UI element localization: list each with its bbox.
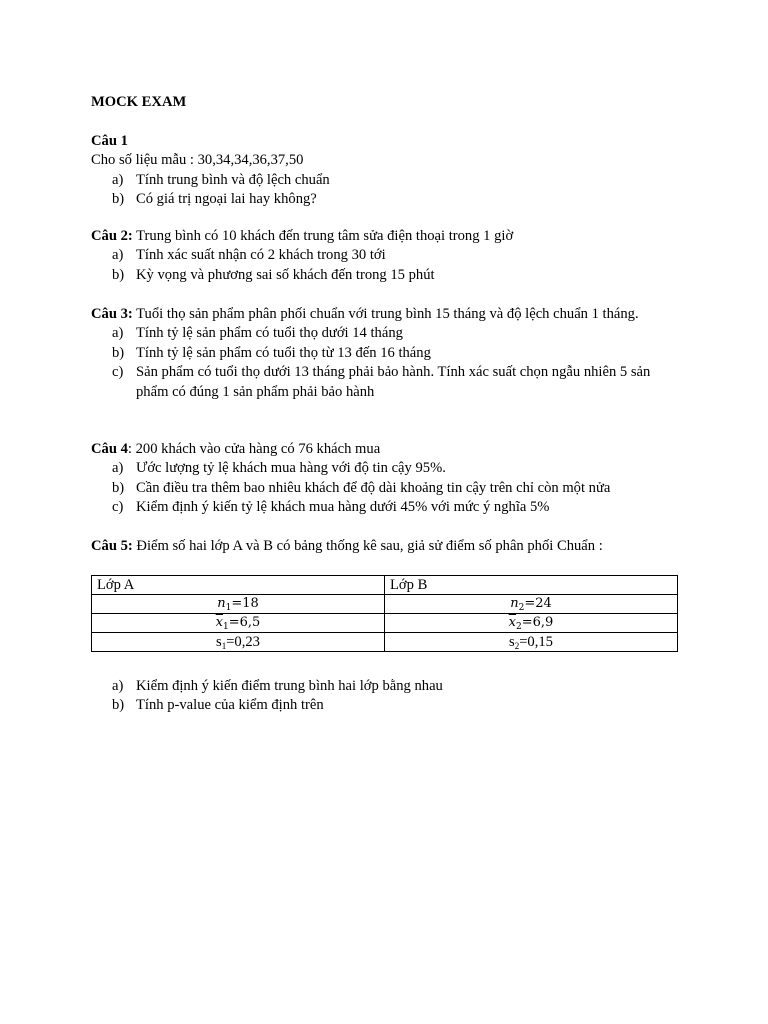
question-2-items — [91, 246, 683, 285]
question-1-items — [91, 171, 683, 210]
question-5 — [91, 537, 683, 556]
question-5-heading: Câu 5: Điểm số hai lớp A và B có bảng thống kê sau, giả sử điểm số phân phối Chuẩn : — [91, 538, 603, 554]
table-row — [92, 633, 678, 652]
question-4-heading: Câu 4: 200 khách vào cửa hàng có 76 khách mua — [91, 441, 381, 457]
table-cell-n2: $n_2=24$ — [385, 595, 678, 614]
list-item: c) Sản phẩm có tuổi thọ dưới 13 tháng phải bảo hành. Tính xác suất chọn ngẫu nhiên 5 sản phẩm có đúng 1 sản phẩm phải bảo hành — [112, 364, 651, 400]
list-item: a) Tính xác suất nhận có 2 khách trong 30 tới — [112, 247, 386, 264]
question-1-heading: Câu 1 — [91, 133, 128, 149]
column-header-class-b: Lớp B — [385, 576, 678, 595]
list-item: a) Tính trung bình và độ lệch chuẩn — [112, 171, 330, 188]
question-3-items — [91, 324, 683, 402]
question-1 — [91, 132, 683, 210]
table-cell-s1: $s_1=0,23$ — [92, 633, 385, 652]
question-4-items — [91, 459, 683, 517]
table-cell-n1: $n_1=18$ — [92, 595, 385, 614]
table-row — [92, 595, 678, 614]
list-item: a) Tính tỷ lệ sản phẩm có tuổi thọ dưới 14 tháng — [112, 325, 403, 342]
question-3-heading: Câu 3: Tuổi thọ sản phẩm phân phối chuẩn với trung bình 15 tháng và độ lệch chuẩn 1 tháng. — [91, 306, 639, 322]
list-item: a) Kiểm định ý kiến điểm trung bình hai lớp bằng nhau — [112, 678, 443, 694]
table-header-row — [92, 576, 678, 595]
list-item: a) Ước lượng tỷ lệ khách mua hàng với độ tin cậy 95%. — [112, 460, 446, 477]
stats-table — [91, 575, 678, 652]
document-title: MOCK EXAM — [91, 94, 187, 110]
list-item: b) Có giá trị ngoại lai hay không? — [112, 191, 317, 208]
list-item: b) Tính p-value của kiểm định trên — [112, 697, 324, 714]
table-cell-s2: $s_2=0,15$ — [385, 633, 678, 652]
question-5-subitems — [91, 677, 683, 716]
list-item: b) Cần điều tra thêm bao nhiêu khách để độ dài khoảng tin cậy trên chỉ còn một nửa — [112, 479, 611, 496]
list-item: b) Kỳ vọng và phương sai số khách đến trong 15 phút — [112, 266, 435, 283]
question-4 — [91, 440, 683, 518]
question-2 — [91, 227, 683, 285]
question-5-items — [91, 677, 683, 716]
list-item: c) Kiểm định ý kiến tỷ lệ khách mua hàng dưới 45% với mức ý nghĩa 5% — [112, 499, 550, 516]
table-cell-xbar2: $\overline{x}_2=6,9$ — [385, 614, 678, 633]
list-item: b) Tính tỷ lệ sản phẩm có tuổi thọ từ 13 đến 16 tháng — [112, 344, 431, 361]
question-3 — [91, 305, 683, 402]
table-cell-xbar1: $\overline{x}_1=6,5$ — [92, 614, 385, 633]
question-1-intro: Cho số liệu mẫu : 30,34,34,36,37,50 — [91, 152, 304, 169]
table-row — [92, 614, 678, 633]
column-header-class-a: Lớp A — [92, 576, 385, 595]
question-2-heading: Câu 2: Trung bình có 10 khách đến trung tâm sửa điện thoại trong 1 giờ — [91, 228, 514, 244]
